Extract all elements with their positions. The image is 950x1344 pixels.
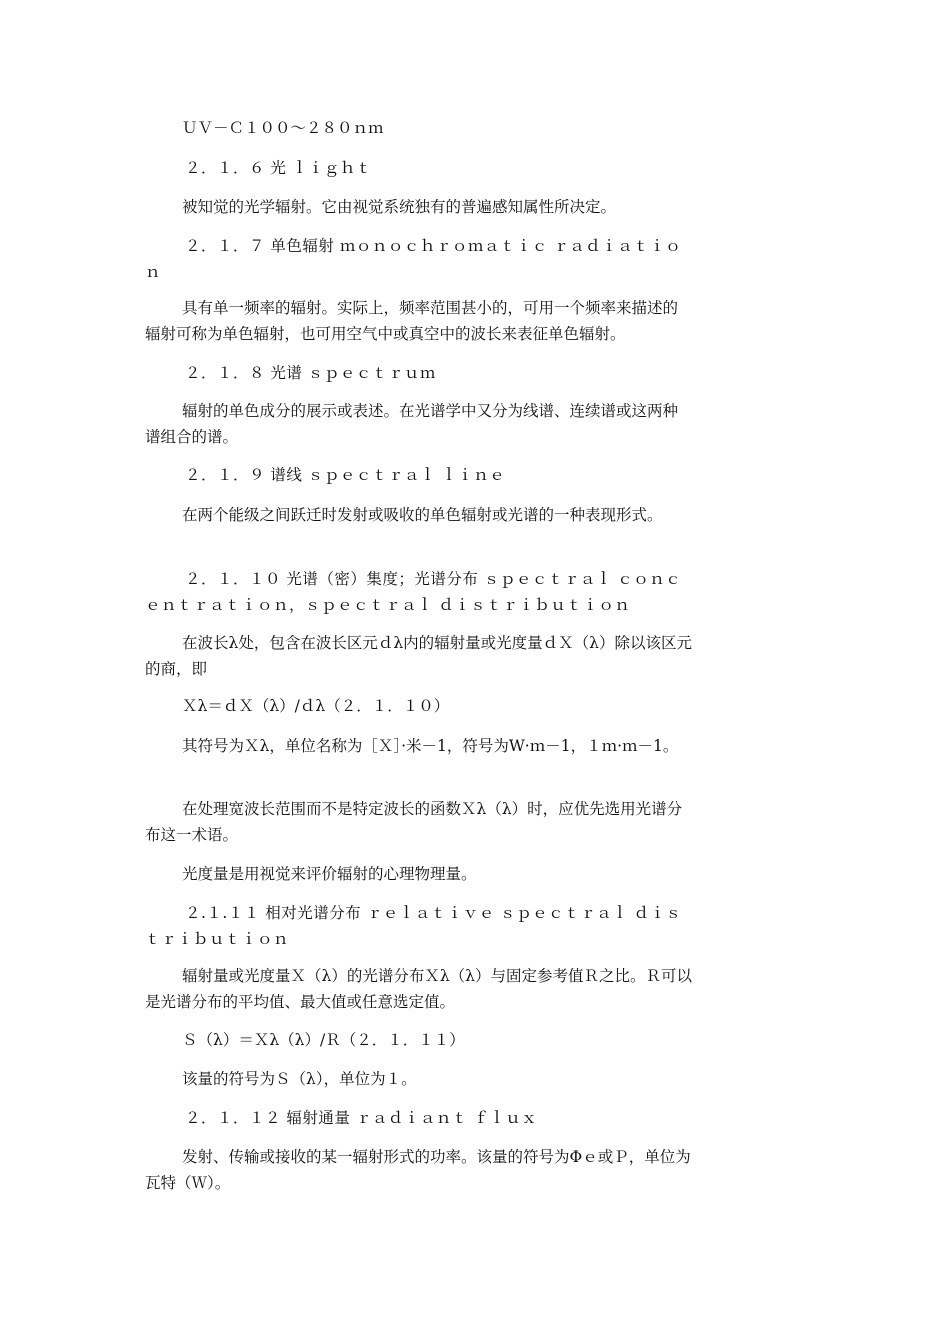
- paragraph-2-1-10-definition: 在波长λ处，包含在波长区元ｄλ内的辐射量或光度量ｄＸ（λ）除以该区元的商，即: [145, 634, 692, 678]
- paragraph-2-1-10-note: 在处理宽波长范围而不是特定波长的函数Ｘλ（λ）时，应优先选用光谱分布这一术语。: [145, 800, 683, 844]
- paragraph-2-1-10-photometric: 光度量是用视觉来评价辐射的心理物理量。: [182, 865, 477, 883]
- section-heading-2-1-7: ２．１．７ 单色辐射 ｍｏｎｏｃｈｒｏｍａｔｉｃ ｒａｄｉａｔｉｏｎ: [145, 237, 682, 281]
- paragraph-2-1-11-definition: 辐射量或光度量Ｘ（λ）的光谱分布Ｘλ（λ）与固定参考值Ｒ之比。Ｒ可以是光谱分布的平均值、最大值或任意选定值。: [145, 967, 692, 1011]
- paragraph-2-1-6: 被知觉的光学辐射。它由视觉系统独有的普遍感知属性所决定。: [182, 198, 617, 216]
- section-heading-2-1-8: ２．１．８ 光谱 ｓｐｅｃｔｒｕｍ: [185, 364, 436, 382]
- equation-2-1-10: Ｘλ＝ｄＸ（λ）/ｄλ（２．１．１０）: [182, 697, 450, 715]
- section-heading-2-1-12: ２．１．１２ 辐射通量 ｒａｄｉａｎｔ ｆｌｕｘ: [185, 1109, 538, 1127]
- paragraph-2-1-7: 具有单一频率的辐射。实际上，频率范围甚小的，可用一个频率来描述的辐射可称为单色辐射，也可用空气中或真空中的波长来表征单色辐射。: [145, 299, 679, 343]
- paragraph-2-1-8: 辐射的单色成分的展示或表述。在光谱学中又分为线谱、连续谱或这两种谱组合的谱。: [145, 402, 679, 446]
- paragraph-2-1-10-symbol: 其符号为Ｘλ，单位名称为［Ｘ］·米－1，符号为W·ｍ－1，１ｍ·ｍ－1。: [182, 737, 679, 755]
- paragraph-2-1-12: 发射、传输或接收的某一辐射形式的功率。该量的符号为Φｅ或Ｐ，单位为瓦特（Ｗ）。: [145, 1148, 691, 1192]
- section-heading-2-1-11: ２.１.１１ 相对光谱分布 ｒｅｌａｔｉｖｅ ｓｐｅｃｔｒａｌ ｄｉｓｔｒｉｂｕｔｉｏｎ: [145, 904, 682, 948]
- section-heading-2-1-6: ２．１．６ 光 ｌｉｇｈｔ: [185, 159, 372, 177]
- uvc-range-text: ＵＶ－Ｃ１００～２８０ｎｍ: [182, 119, 384, 137]
- section-heading-2-1-9: ２．１．９ 谱线 ｓｐｅｃｔｒａｌ ｌｉｎｅ: [185, 466, 506, 484]
- paragraph-2-1-9: 在两个能级之间跃迁时发射或吸收的单色辐射或光谱的一种表现形式。: [182, 506, 663, 524]
- equation-2-1-11: Ｓ（λ）＝Ｘλ（λ）/Ｒ（２．１．１１）: [182, 1031, 465, 1049]
- section-heading-2-1-10: ２．１．１０ 光谱（密）集度；光谱分布 ｓｐｅｃｔｒａｌ ｃｏｎｃｅｎｔｒａｔｉｏｎ，ｓｐｅｃｔｒａｌ ｄｉｓｔｒｉｂｕｔｉｏｎ: [145, 570, 682, 614]
- paragraph-2-1-11-symbol: 该量的符号为Ｓ（λ），单位为１。: [182, 1070, 417, 1088]
